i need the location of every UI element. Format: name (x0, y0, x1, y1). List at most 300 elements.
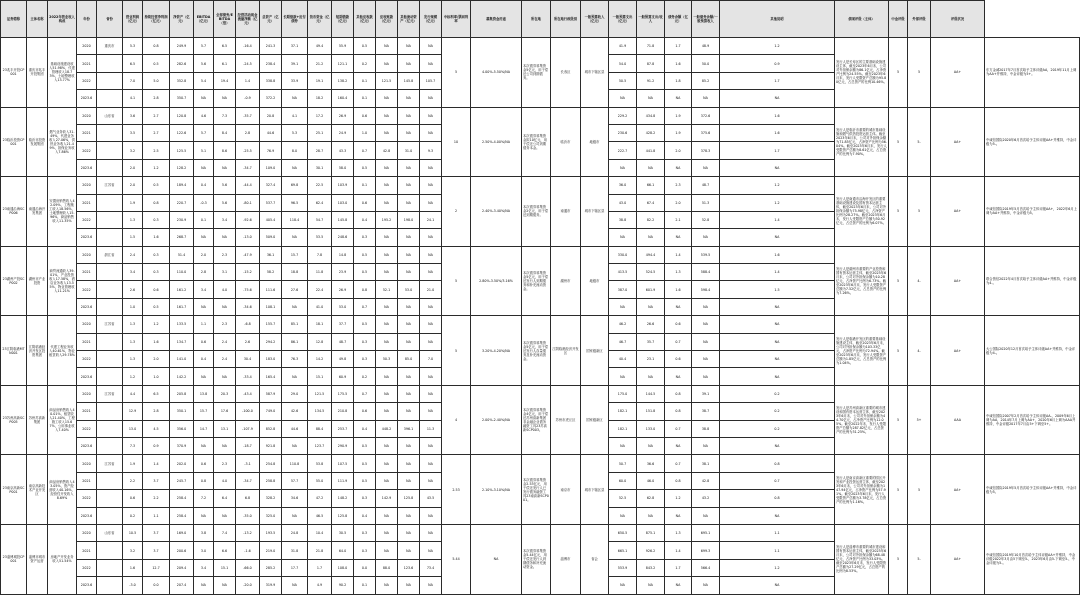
table-cell: 193.5 (260, 524, 282, 541)
table-cell: 319.9 (260, 577, 282, 594)
table-cell: 1.2 (143, 159, 170, 176)
table-cell: 0.5 (354, 38, 376, 55)
table-cell: 2.2 (123, 472, 143, 489)
table-cell: 73.4 (420, 559, 442, 576)
table-cell: NA (376, 124, 398, 141)
table-cell: 0.4 (354, 211, 376, 228)
table-cell: 2021 (77, 264, 97, 281)
table-cell: 1.2 (720, 559, 835, 576)
table-cell: 134.7 (170, 333, 194, 350)
table-cell: 3.4 (194, 281, 214, 298)
table-cell: 7.0 (123, 72, 143, 89)
table-cell: 2022 (77, 281, 97, 298)
table-cell: NA (420, 298, 442, 315)
table-cell: 5 (442, 316, 471, 386)
table-cell: 0.2 (720, 385, 835, 402)
table-cell: 4.0 (214, 281, 236, 298)
table-cell: 53.5 (308, 229, 332, 246)
table-cell: 121.5 (308, 385, 332, 402)
table-cell: 15.1 (214, 559, 236, 576)
table-cell: NA (398, 316, 420, 333)
table-cell: NA (609, 577, 637, 594)
table-cell: 41.0 (308, 298, 332, 315)
table-cell: 294.2 (260, 333, 282, 350)
table-cell: NA (398, 403, 420, 420)
table-cell: 本次债券募集资金拟10亿元，用于偿还公司到期债务本金。 (522, 107, 551, 177)
table-cell (97, 437, 123, 454)
table-cell: 268.7 (170, 229, 194, 246)
header-cell: 一般预算支出/收入 (637, 1, 665, 38)
table-cell: NA (420, 38, 442, 55)
table-cell: 城市下辖区县 (581, 455, 609, 525)
table-cell: 85.0 (398, 351, 420, 368)
table-cell: 2.8 (194, 264, 214, 281)
table-cell: 258.4 (170, 507, 194, 524)
table-cell: 2.53 (442, 455, 471, 525)
table-cell: NA (420, 455, 442, 472)
table-cell: NA (420, 542, 442, 559)
table-cell: NA (376, 107, 398, 124)
table-cell: 1.2 (143, 316, 170, 333)
table-cell: NA (609, 159, 637, 176)
table-cell: 31.0 (398, 142, 420, 159)
table-cell: 5.4 (194, 72, 214, 89)
table-cell: 328.2 (260, 490, 282, 507)
table-cell: -92.6 (236, 211, 260, 228)
table-cell: 34.6 (282, 490, 308, 507)
table-cell: 161.2 (170, 281, 194, 298)
table-cell: 3.7 (143, 524, 170, 541)
table-cell: 141.0 (170, 351, 194, 368)
table-cell (97, 211, 123, 228)
table-cell: 21.0 (420, 281, 442, 298)
table-cell: 2.4 (214, 351, 236, 368)
table-cell: 350.7 (170, 90, 194, 107)
table-cell: 10 (442, 107, 471, 177)
table-cell: 31.8 (282, 542, 308, 559)
table-cell: 494.4 (637, 246, 665, 263)
header-cell: 总资产（亿元） (260, 1, 282, 38)
table-cell: NA (282, 159, 308, 176)
table-cell: 2.40%-3.40%/NA (471, 177, 522, 247)
table-cell: 47.2 (308, 490, 332, 507)
table-cell: 6.5 (143, 385, 170, 402)
header-cell: 短期借款（亿元） (332, 1, 354, 38)
table-cell: NA (282, 437, 308, 454)
table-cell: 175.0 (609, 385, 637, 402)
table-cell: 24.1 (420, 211, 442, 228)
table-cell: NA (420, 124, 442, 141)
table-cell: 2 (442, 177, 471, 247)
table-cell (97, 142, 123, 159)
table-cell: NA (398, 437, 420, 454)
table-cell: 249.9 (170, 38, 194, 55)
table-cell: 0.8 (143, 194, 170, 211)
table-cell: 17.2 (308, 107, 332, 124)
table-cell: NA (665, 90, 692, 107)
table-cell: 3.6 (123, 107, 143, 124)
table-cell: 0.5 (143, 55, 170, 72)
table-cell: AAA (931, 385, 985, 455)
table-cell: 房地产开发业务收入51.54% (48, 524, 77, 594)
table-cell: NA (692, 90, 720, 107)
table-cell: NA (376, 507, 398, 524)
table-cell: 发行人是长寿区的主要基础设施建设主体，截至2023年6月末，公司对外担保余额为86.1亿元，占净资产比例为24.55%。截至2023年6月末，发行人受限资产总额为95.80亿元，占总资产的比例10.46%。 (835, 38, 889, 108)
table-cell: 2.8 (236, 124, 260, 141)
table-cell: 2.4 (214, 333, 236, 350)
table-cell: -13.0 (236, 229, 260, 246)
table-cell: 253.7 (332, 420, 354, 437)
table-cell: 441.8 (637, 142, 665, 159)
table-cell: 524.5 (637, 264, 665, 281)
table-cell: 1.0 (354, 124, 376, 141)
table-cell: 128.2 (170, 159, 194, 176)
table-cell: 8.4 (214, 124, 236, 141)
table-cell: 0.5 (354, 246, 376, 263)
table-cell: 1.9 (665, 107, 692, 124)
table-cell: -3.1 (236, 455, 260, 472)
table-cell: NA (637, 577, 665, 594)
table-cell: -34.7 (236, 159, 260, 176)
table-cell: 64.0 (332, 542, 354, 559)
table-cell (97, 333, 123, 350)
header-cell: 外部评级 (908, 1, 931, 38)
table-cell: NA (420, 472, 442, 489)
table-cell: 0.8 (194, 472, 214, 489)
table-cell: 2.8 (143, 90, 170, 107)
table-cell: 0.2 (354, 368, 376, 385)
table-cell: 湖州市 (551, 246, 581, 316)
table-cell: 1.1 (720, 524, 835, 541)
table-cell: 0.5 (354, 472, 376, 489)
table-cell (97, 420, 123, 437)
table-cell: 134.5 (308, 403, 332, 420)
table-cell: 2020 (77, 246, 97, 263)
table-cell: 254.8 (260, 455, 282, 472)
table-cell: 54.7 (308, 211, 332, 228)
table-cell: NA (720, 507, 835, 524)
table-cell: NA (376, 333, 398, 350)
table-cell: -75.6 (236, 281, 260, 298)
table-cell: 江苏省 (97, 455, 123, 472)
table-cell: 396.1 (398, 420, 420, 437)
table-cell: 5.3 (123, 38, 143, 55)
table-cell: 48.7 (692, 177, 720, 194)
table-cell: 0.0 (354, 559, 376, 576)
table-cell: NA (420, 229, 442, 246)
header-cell: 长期借款+应付债券 (282, 1, 308, 38)
table-cell: NA (194, 368, 214, 385)
table-cell: 1.5 (720, 281, 835, 298)
table-cell: 0.1 (194, 211, 214, 228)
table-cell: 1.9 (123, 455, 143, 472)
table-cell: 0.2 (123, 507, 143, 524)
table-cell: -43.4 (236, 385, 260, 402)
table-cell: -47.9 (236, 246, 260, 263)
table-cell: -13.2 (236, 524, 260, 541)
table-cell: 1.9 (123, 194, 143, 211)
table-cell: 160.4 (332, 90, 354, 107)
table-cell: 6.5 (123, 55, 143, 72)
table-cell: 1.7 (665, 559, 692, 576)
table-cell: 553.9 (609, 559, 637, 576)
table-cell: 0.6 (194, 333, 214, 350)
table-cell: 0.8 (665, 403, 692, 420)
table-cell: 发行人是南京高新区重要的园区开发和产业投资运营主体，截至2023年6月末，公司对外担保余额为147.94亿元，占净资产比例为57.91%。截至2023年6月末，发行人受限资产总额为3.78亿元，占总资产的比例为1.16%。 (835, 455, 889, 525)
table-cell: 0.7 (665, 333, 692, 350)
table-cell: 67.4 (637, 194, 665, 211)
table-cell: 588.4 (692, 264, 720, 281)
table-cell: -66.0 (236, 559, 260, 576)
table-cell: 0.5 (354, 455, 376, 472)
table-cell: 23湖州产投SCP002 (1, 246, 27, 316)
table-cell: 0.2 (354, 55, 376, 72)
table-cell: 290.9 (332, 437, 354, 454)
table-cell: 0.5 (354, 437, 376, 454)
table-cell: NA (398, 507, 420, 524)
table-cell: 苏州市虎丘区 (551, 385, 581, 455)
table-cell: 1.1 (143, 507, 170, 524)
table-cell: 3.4 (194, 559, 214, 576)
table-cell: 长寿区 (551, 38, 581, 108)
table-cell: 1.7 (720, 142, 835, 159)
table-cell: 245.7 (170, 472, 194, 489)
table-cell: 6.5 (214, 38, 236, 55)
table-cell: NA (376, 264, 398, 281)
table-cell: 2.6 (236, 333, 260, 350)
table-cell: 5 (442, 38, 471, 108)
table-cell: NA (398, 159, 420, 176)
table-cell: 省会 (581, 524, 609, 594)
table-cell: 121.1 (332, 55, 354, 72)
table-cell: NA (420, 316, 442, 333)
table-cell: NA (637, 437, 665, 454)
table-cell: 12.8 (308, 333, 332, 350)
table-cell: NA (692, 298, 720, 315)
table-cell: 50.7 (609, 455, 637, 472)
table-cell: 1.3 (123, 211, 143, 228)
table-cell (97, 490, 123, 507)
table-cell: 1.2 (720, 194, 835, 211)
table-cell: 6.8 (236, 490, 260, 507)
table-cell: 109.0 (260, 159, 282, 176)
table-cell: 36.0 (609, 177, 637, 194)
table-cell: NA (637, 368, 665, 385)
table-cell: NA (398, 542, 420, 559)
table-cell: 3.2 (123, 542, 143, 559)
table-cell: 2.7 (143, 107, 170, 124)
table-cell: 90.2 (332, 577, 354, 594)
table-cell (97, 55, 123, 72)
table-row (1, 524, 1080, 541)
table-cell: NA (398, 38, 420, 55)
table-cell: 125.8 (332, 507, 354, 524)
table-cell: -15.2 (236, 264, 260, 281)
table-cell: -100.0 (236, 403, 260, 420)
header-cell: 一般预算收入（亿元） (581, 1, 609, 38)
table-cell: 湖州市产业投资 (27, 246, 48, 316)
table-cell: 2020 (77, 455, 97, 472)
table-cell: 12.9 (123, 403, 143, 420)
header-cell: 主体名称 (27, 1, 48, 38)
table-cell: 19.4 (214, 72, 236, 89)
table-cell: 0.3 (143, 211, 170, 228)
table-cell: 587.9 (260, 385, 282, 402)
table-cell: 142.9 (376, 490, 398, 507)
table-cell: 15.1 (308, 368, 332, 385)
table-cell: NA (692, 229, 720, 246)
table-cell: 205.8 (170, 385, 194, 402)
table-cell: 山东省 (97, 524, 123, 541)
table-cell: 282.6 (170, 55, 194, 72)
table-cell: 地级市 (581, 246, 609, 316)
table-cell: NA (398, 246, 420, 263)
table-cell: 1.4 (143, 455, 170, 472)
table-cell: 108.1 (260, 298, 282, 315)
table-cell: 0.8 (143, 38, 170, 55)
table-cell: 50.0 (692, 55, 720, 72)
table-cell: 1.1 (194, 316, 214, 333)
table-cell: 52.8 (692, 211, 720, 228)
table-cell: NA (420, 403, 442, 420)
table-cell: 2.3 (214, 316, 236, 333)
table-cell: 69.8 (282, 177, 308, 194)
table-cell: NA (376, 55, 398, 72)
table-cell: 临沂市 (551, 107, 581, 177)
table-cell: 本次债券募集资金5亿元，用于偿还发行人存量债务及补充流动资金。 (522, 316, 551, 386)
table-row (1, 246, 1080, 263)
table-cell: NA (376, 385, 398, 402)
table-cell: 49.4 (308, 38, 332, 55)
table-cell: 23苏州高新SCP005 (1, 385, 27, 455)
header-cell: 其他说明 (720, 1, 835, 38)
table-cell: 108.0 (332, 559, 354, 576)
table-cell: 40.4 (609, 351, 637, 368)
table-cell (97, 403, 123, 420)
table-cell: 2022 (77, 351, 97, 368)
table-cell: NA (692, 507, 720, 524)
table-cell: 江阴临港经济开发区投资集团 (27, 316, 48, 386)
table-cell: 0.7 (665, 455, 692, 472)
table-cell: 重庆市 (97, 38, 123, 55)
header-cell: 省份 (97, 1, 123, 38)
table-cell: 国家级新区 (581, 316, 609, 386)
table-cell: 城市下辖区县 (581, 177, 609, 247)
table-cell: 23.1 (637, 351, 665, 368)
table-cell: 0.3 (354, 542, 376, 559)
table-cell: 241.3 (260, 38, 282, 55)
table-cell: 62.8 (637, 490, 665, 507)
table-cell (97, 229, 123, 246)
table-cell: 2.4 (123, 246, 143, 263)
table-cell (97, 90, 123, 107)
table-cell: -34.6 (236, 298, 260, 315)
table-cell: 0.2 (720, 403, 835, 420)
table-cell: 2.6 (123, 281, 143, 298)
table-cell: 22.4 (308, 281, 332, 298)
table-cell: NA (420, 194, 442, 211)
table-cell: 2.0 (143, 351, 170, 368)
header-cell: 债务余额（亿元） (665, 1, 692, 38)
table-cell: 62.4 (308, 194, 332, 211)
table-cell: 4.5 (143, 420, 170, 437)
table-cell: 2020 (77, 107, 97, 124)
table-cell: 30.5 (332, 524, 354, 541)
table-cell: 43.5 (420, 490, 442, 507)
table-cell: 南京市 (551, 455, 581, 525)
table-cell: 0.1 (354, 90, 376, 107)
table-cell: 28.7 (308, 142, 332, 159)
table-cell: 926.2 (637, 542, 665, 559)
table-cell: 2.80%-3.50%/3.16% (471, 246, 522, 316)
table-cell: 东方金诚2017年7月首次给予主体评级AA，2019年11月上调为AA+并维持，中金评级为5+。 (985, 38, 1080, 108)
table-cell: 2022 (77, 490, 97, 507)
table-cell: AA+ (931, 316, 985, 386)
table-cell: 城市下辖区县 (581, 38, 609, 108)
table-cell: 2.0 (194, 246, 214, 263)
table-cell: -1.6 (236, 542, 260, 559)
table-cell: AA+ (931, 38, 985, 108)
table-cell: 0.5 (354, 264, 376, 281)
table-cell: 230.6 (609, 124, 637, 141)
table-cell: 29.0 (282, 385, 308, 402)
table-cell: -0.3 (194, 194, 214, 211)
table-cell: 发行人是湖州市重要的产业投资和国有资本运营主体，截至2023年6月末，公司对外担保余额为10.28亿元，占净资产比例为6.73%。截至2023年6月末，发行人受限资产总额为7.52亿元，占总资产的比例为7.26%。 (835, 246, 889, 316)
table-cell: NA (665, 229, 692, 246)
table-cell: NA (398, 90, 420, 107)
table-cell (97, 559, 123, 576)
table-cell: 5 (889, 455, 908, 525)
table-cell: 144.5 (637, 385, 665, 402)
table-cell: 1.4 (720, 211, 835, 228)
table-cell: 国家级新区 (581, 385, 609, 455)
table-cell: 2021 (77, 542, 97, 559)
table-cell: 2020 (77, 524, 97, 541)
table-cell: NA (398, 55, 420, 72)
table-cell: 42.8 (376, 142, 398, 159)
table-cell: NA (376, 316, 398, 333)
table-cell: 43.3 (332, 142, 354, 159)
table-cell: 2023.6 (77, 507, 97, 524)
table-cell: 23淄博城投CP001 (1, 524, 27, 594)
table-cell: 161.7 (170, 298, 194, 315)
table-cell: 39.1 (692, 385, 720, 402)
table-cell: 淄博市 (551, 524, 581, 594)
table-cell: 0.3 (354, 229, 376, 246)
table-cell: 14.2 (308, 351, 332, 368)
table-cell: 434.8 (637, 107, 665, 124)
table-cell: NA (282, 298, 308, 315)
table-cell (97, 264, 123, 281)
table-cell: 230.9 (170, 211, 194, 228)
table-cell: 4 (442, 385, 471, 455)
table-row (1, 38, 1080, 55)
table-cell: 7.3 (214, 107, 236, 124)
table-cell: NA (665, 368, 692, 385)
table-cell: 405.4 (260, 211, 282, 228)
table-cell: NA (194, 229, 214, 246)
table-cell: 9.3 (420, 142, 442, 159)
table-cell: 52.1 (376, 281, 398, 298)
table-row (1, 107, 1080, 124)
table-cell: 387.0 (609, 281, 637, 298)
table-cell: 165.4 (260, 368, 282, 385)
table-cell (97, 577, 123, 594)
table-cell: 0.7 (354, 298, 376, 315)
table-cell: 19.1 (308, 72, 332, 89)
table-cell: 378.3 (692, 142, 720, 159)
table-cell: NA (692, 351, 720, 368)
